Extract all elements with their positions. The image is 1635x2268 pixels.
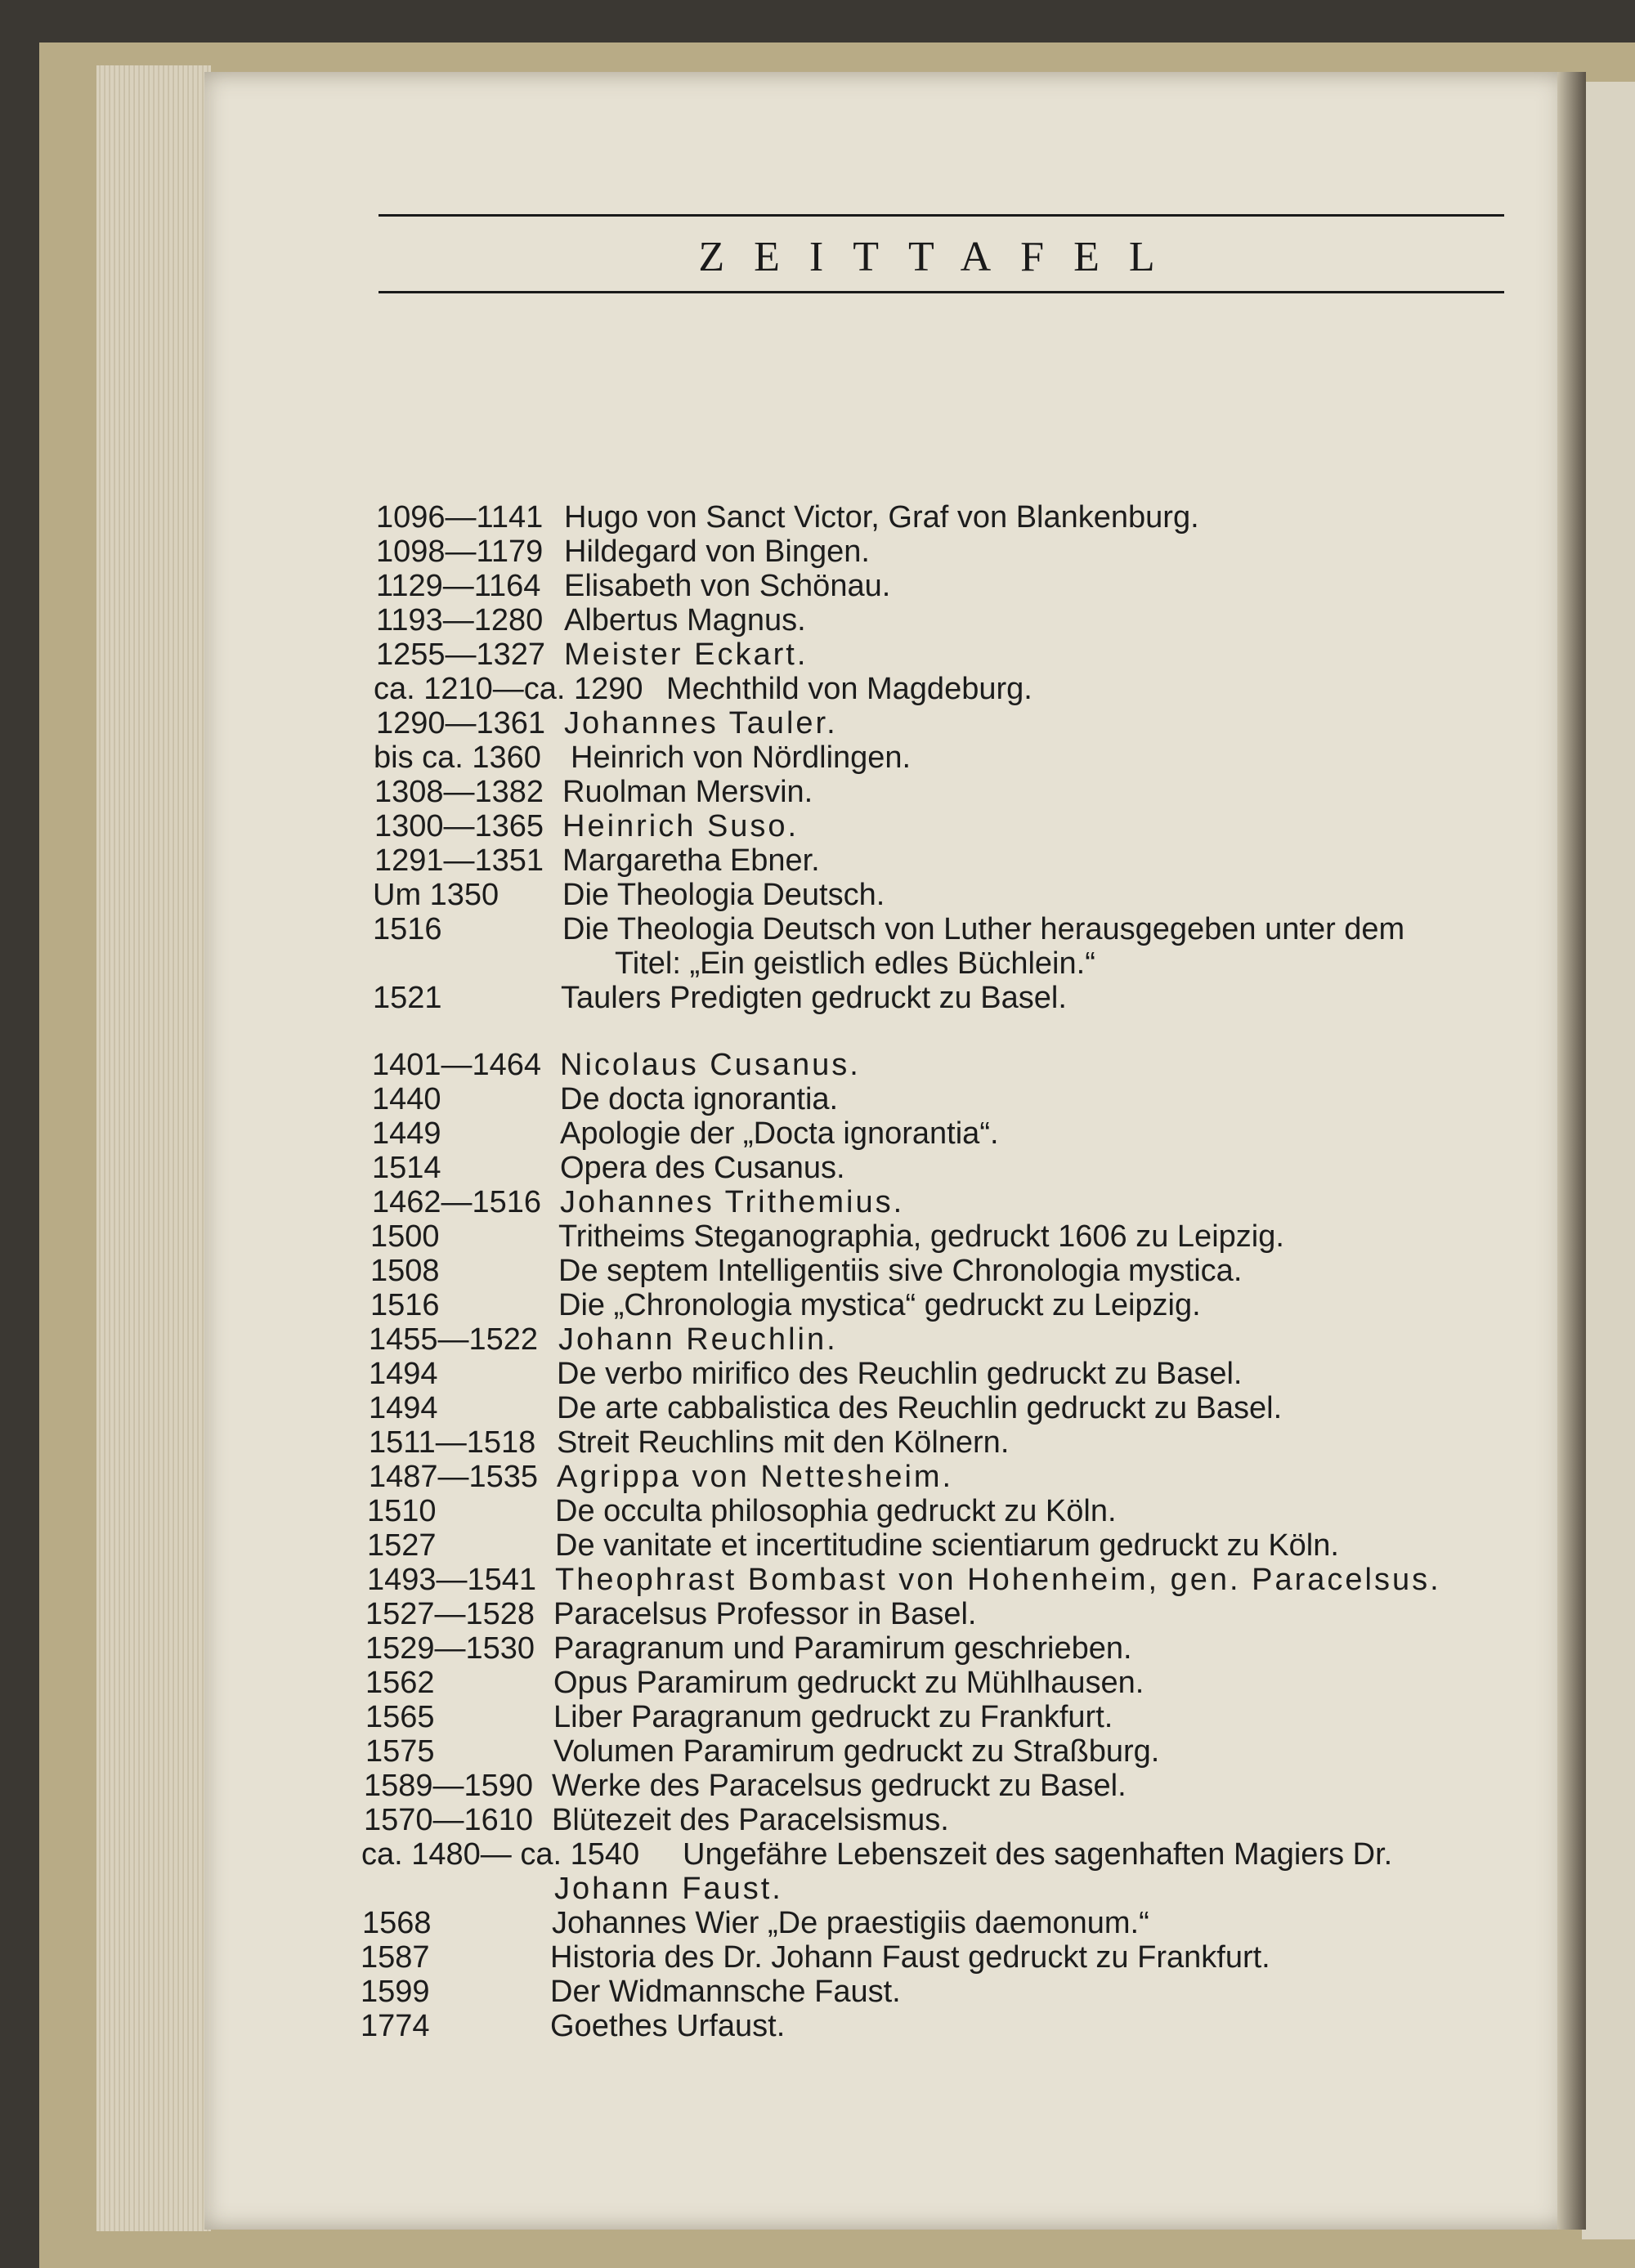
page-title: ZEITTAFEL <box>698 234 1185 280</box>
entry-text: De vanitate et incertitudine scientiarum gedruckt zu Köln. <box>555 1528 1339 1563</box>
entry-continuation: Johann Faust. <box>554 1872 783 1906</box>
entry-date: 1440 <box>372 1082 441 1116</box>
entry-date: 1565 <box>365 1700 435 1734</box>
entry-text: Theophrast Bombast von Hohenheim, gen. Paracelsus. <box>555 1563 1441 1597</box>
entry-date: 1562 <box>365 1666 435 1700</box>
entry-text: Die „Chronologia mystica“ gedruckt zu Leipzig. <box>558 1288 1201 1322</box>
entry-text: Der Widmannsche Faust. <box>550 1975 901 2009</box>
entry-text: Volumen Paramirum gedruckt zu Straßburg. <box>553 1734 1160 1769</box>
entry-text: Johannes Trithemius. <box>560 1185 905 1219</box>
entry-text: De occulta philosophia gedruckt zu Köln. <box>555 1494 1117 1528</box>
entry-text: Ruolman Mersvin. <box>562 775 813 809</box>
entry-date: 1587 <box>361 1940 430 1975</box>
entry-text: Apologie der „Docta ignorantia“. <box>560 1116 999 1151</box>
entry-text: Albertus Magnus. <box>564 603 806 637</box>
entry-date: 1774 <box>361 2009 430 2043</box>
entry-date: 1449 <box>372 1116 441 1151</box>
entry-date: Um 1350 <box>373 878 499 912</box>
entry-date: 1487—1535 <box>369 1460 539 1494</box>
entry-date: 1527—1528 <box>365 1597 535 1631</box>
entry-date: 1516 <box>370 1288 440 1322</box>
entry-text: Johannes Tauler. <box>564 706 838 740</box>
entry-date: 1514 <box>372 1151 441 1185</box>
entry-date: 1193—1280 <box>376 603 544 637</box>
entry-text: Streit Reuchlins mit den Kölnern. <box>557 1425 1010 1460</box>
entry-text: Meister Eckart. <box>564 637 809 672</box>
entry-text: De docta ignorantia. <box>560 1082 839 1116</box>
entry-date: 1096—1141 <box>376 500 544 535</box>
entry-text: De arte cabbalistica des Reuchlin gedruckt zu Basel. <box>557 1391 1283 1425</box>
entry-text: Nicolaus Cusanus. <box>560 1048 861 1082</box>
entry-text: Agrippa von Nettesheim. <box>557 1460 954 1494</box>
entry-text: Taulers Predigten gedruckt zu Basel. <box>561 981 1067 1015</box>
entry-date: 1462—1516 <box>372 1185 542 1219</box>
entry-text: Margaretha Ebner. <box>562 843 820 878</box>
entry-date: 1589—1590 <box>364 1769 534 1803</box>
entry-text: Opera des Cusanus. <box>560 1151 845 1185</box>
entry-date: 1494 <box>369 1357 438 1391</box>
entry-date: 1508 <box>370 1254 440 1288</box>
entry-date: 1098—1179 <box>376 535 544 569</box>
entry-date: 1455—1522 <box>369 1322 539 1357</box>
entry-date: 1493—1541 <box>367 1563 537 1597</box>
entry-date: 1575 <box>365 1734 435 1769</box>
entry-text: Liber Paragranum gedruckt zu Frankfurt. <box>553 1700 1113 1734</box>
entry-date: 1516 <box>373 912 442 946</box>
entry-text: Paracelsus Professor in Basel. <box>553 1597 977 1631</box>
entry-text: Hugo von Sanct Victor, Graf von Blankenburg. <box>564 500 1199 535</box>
entry-date: 1568 <box>362 1906 432 1940</box>
entry-date: ca. 1480— ca. 1540 <box>361 1837 640 1872</box>
entry-text: Johannes Wier „De praestigiis daemonum.“ <box>552 1906 1149 1940</box>
entry-text: Tritheims Steganographia, gedruckt 1606 zu Leipzig. <box>558 1219 1284 1254</box>
entry-date: 1570—1610 <box>364 1803 534 1837</box>
entry-text: Elisabeth von Schönau. <box>564 569 891 603</box>
entry-text: De septem Intelligentiis sive Chronologia mystica. <box>558 1254 1243 1288</box>
entry-date: ca. 1210—ca. 1290 <box>374 672 643 706</box>
entry-date: 1494 <box>369 1391 438 1425</box>
entry-text: Ungefähre Lebenszeit des sagenhaften Magiers Dr. <box>683 1837 1393 1872</box>
entry-date: 1255—1327 <box>376 637 546 672</box>
entry-text: Goethes Urfaust. <box>550 2009 786 2043</box>
entry-text: Die Theologia Deutsch von Luther herausgegeben unter dem <box>562 912 1405 946</box>
entry-text: Mechthild von Magdeburg. <box>666 672 1033 706</box>
entry-date: 1511—1518 <box>369 1425 536 1460</box>
entry-text: Die Theologia Deutsch. <box>562 878 885 912</box>
entry-text: Historia des Dr. Johann Faust gedruckt zu Frankfurt. <box>550 1940 1270 1975</box>
entry-date: 1290—1361 <box>376 706 546 740</box>
entry-text: Paragranum und Paramirum geschrieben. <box>553 1631 1132 1666</box>
entry-text: Opus Paramirum gedruckt zu Mühlhausen. <box>553 1666 1144 1700</box>
entry-date: 1599 <box>361 1975 430 2009</box>
entry-date: 1527 <box>367 1528 437 1563</box>
entry-date: 1129—1164 <box>376 569 541 603</box>
entry-date: 1401—1464 <box>372 1048 542 1082</box>
entry-date: 1521 <box>373 981 442 1015</box>
entry-date: 1529—1530 <box>365 1631 535 1666</box>
entry-date: 1500 <box>370 1219 440 1254</box>
entry-text: Heinrich Suso. <box>562 809 800 843</box>
entry-text: Johann Reuchlin. <box>558 1322 838 1357</box>
entry-date: 1291—1351 <box>374 843 544 878</box>
entry-text: Blütezeit des Paracelsismus. <box>552 1803 949 1837</box>
entry-date: 1510 <box>367 1494 437 1528</box>
entry-text: Hildegard von Bingen. <box>564 535 870 569</box>
entry-continuation: Titel: „Ein geistlich edles Büchlein.“ <box>615 946 1095 981</box>
entry-date: bis ca. 1360 <box>374 740 541 775</box>
entry-date: 1300—1365 <box>374 809 544 843</box>
entry-text: Werke des Paracelsus gedruckt zu Basel. <box>552 1769 1127 1803</box>
entry-text: Heinrich von Nördlingen. <box>571 740 912 775</box>
entry-date: 1308—1382 <box>374 775 544 809</box>
entry-text: De verbo mirifico des Reuchlin gedruckt zu Basel. <box>557 1357 1243 1391</box>
